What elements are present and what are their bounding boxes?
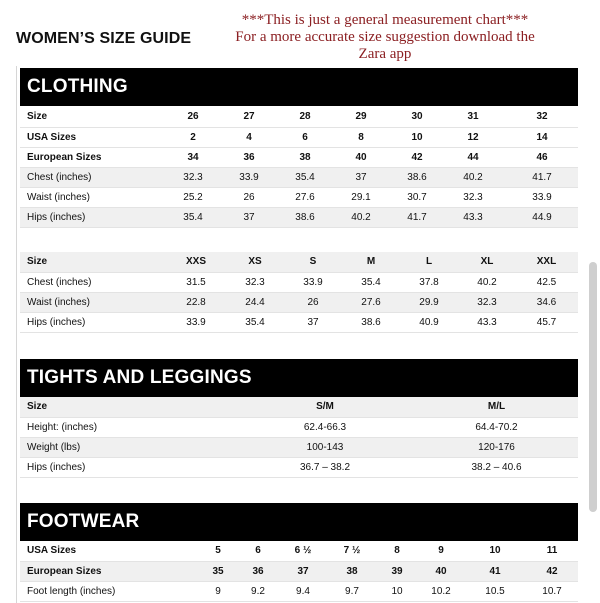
table-row: [20, 312, 578, 332]
table-cell: 38.2 – 40.6: [415, 457, 578, 477]
table-cell: 5: [198, 541, 238, 561]
footwear-size-table: [20, 541, 578, 602]
table-cell: M: [343, 252, 399, 272]
table-cell: 11: [526, 541, 578, 561]
table-cell: 37.8: [399, 272, 459, 292]
page-border: [16, 66, 17, 603]
table-cell: 4: [216, 127, 282, 147]
table-cell: 9.2: [238, 581, 278, 601]
table-cell: 33.9: [165, 312, 227, 332]
table-row: [20, 397, 578, 417]
row-label: Chest (inches): [20, 272, 165, 292]
table-cell: 38.6: [282, 207, 328, 227]
table-cell: 40.2: [328, 207, 394, 227]
row-label: USA Sizes: [20, 541, 198, 561]
table-cell: 12: [440, 127, 506, 147]
table-cell: 38.6: [343, 312, 399, 332]
table-cell: 40.2: [440, 167, 506, 187]
table-cell: 22.8: [165, 292, 227, 312]
table-cell: 6 ½: [278, 541, 328, 561]
table-row: [20, 147, 578, 167]
table-cell: 36: [216, 147, 282, 167]
table-row: [20, 207, 578, 227]
table-cell: 33.9: [216, 167, 282, 187]
table-row: [20, 272, 578, 292]
row-label: Size: [20, 397, 235, 417]
table-cell: 40.9: [399, 312, 459, 332]
row-label: Foot length (inches): [20, 581, 198, 601]
table-cell: 43.3: [440, 207, 506, 227]
table-row: [20, 437, 578, 457]
table-cell: 41: [464, 561, 526, 581]
table-cell: 35.4: [170, 207, 216, 227]
row-label: European Sizes: [20, 561, 198, 581]
table-cell: 32: [506, 107, 578, 127]
table-cell: 32.3: [440, 187, 506, 207]
table-cell: 35.4: [343, 272, 399, 292]
table-cell: 8: [328, 127, 394, 147]
table-cell: XL: [459, 252, 515, 272]
table-cell: 41.7: [394, 207, 440, 227]
clothing-letter-size-table: [20, 252, 578, 333]
table-cell: L: [399, 252, 459, 272]
table-cell: 30: [394, 107, 440, 127]
table-cell: 37: [328, 167, 394, 187]
table-cell: 7 ½: [328, 541, 376, 561]
note-line-1: ***This is just a general measurement chart***: [241, 12, 529, 28]
table-cell: 40: [418, 561, 464, 581]
row-label: Waist (inches): [20, 187, 170, 207]
table-row: [20, 417, 578, 437]
table-cell: 34: [170, 147, 216, 167]
table-cell: 39: [376, 561, 418, 581]
table-cell: 25.2: [170, 187, 216, 207]
table-cell: 10: [376, 581, 418, 601]
table-cell: 100-143: [235, 437, 415, 457]
table-cell: 33.9: [506, 187, 578, 207]
table-cell: 40: [328, 147, 394, 167]
table-cell: 31.5: [165, 272, 227, 292]
table-cell: 24.4: [227, 292, 283, 312]
table-cell: 2: [170, 127, 216, 147]
table-row: [20, 187, 578, 207]
row-label: Chest (inches): [20, 167, 170, 187]
row-label: Waist (inches): [20, 292, 165, 312]
table-cell: 38: [282, 147, 328, 167]
table-cell: 38.6: [394, 167, 440, 187]
table-row: [20, 252, 578, 272]
table-cell: 8: [376, 541, 418, 561]
table-cell: S/M: [235, 397, 415, 417]
note-line-3: Zara app: [358, 46, 412, 62]
table-cell: XS: [227, 252, 283, 272]
table-cell: 35.4: [227, 312, 283, 332]
table-cell: 64.4-70.2: [415, 417, 578, 437]
row-label: Hips (inches): [20, 207, 170, 227]
table-cell: 35.4: [282, 167, 328, 187]
table-cell: 27.6: [282, 187, 328, 207]
table-cell: XXL: [515, 252, 578, 272]
table-cell: 14: [506, 127, 578, 147]
table-cell: 46: [506, 147, 578, 167]
clothing-numeric-size-table: [20, 107, 578, 228]
table-cell: 42: [526, 561, 578, 581]
row-label: European Sizes: [20, 147, 170, 167]
section-header-tights: TIGHTS AND LEGGINGS: [20, 359, 578, 397]
table-cell: 29.1: [328, 187, 394, 207]
table-cell: 35: [198, 561, 238, 581]
table-cell: 10: [394, 127, 440, 147]
table-row: [20, 127, 578, 147]
table-cell: 10.7: [526, 581, 578, 601]
table-cell: 32.3: [227, 272, 283, 292]
table-cell: 26: [216, 187, 282, 207]
section-header-clothing: CLOTHING: [20, 68, 578, 106]
table-cell: 6: [282, 127, 328, 147]
scrollbar[interactable]: [589, 262, 597, 512]
table-cell: 6: [238, 541, 278, 561]
row-label: Size: [20, 107, 170, 127]
table-cell: 41.7: [506, 167, 578, 187]
table-row: [20, 561, 578, 581]
table-cell: 120-176: [415, 437, 578, 457]
table-cell: 31: [440, 107, 506, 127]
row-label: USA Sizes: [20, 127, 170, 147]
table-cell: 43.3: [459, 312, 515, 332]
table-cell: 9.4: [278, 581, 328, 601]
table-cell: 10.2: [418, 581, 464, 601]
table-cell: 37: [283, 312, 343, 332]
measurement-note: [200, 12, 570, 63]
table-row: [20, 292, 578, 312]
table-cell: 30.7: [394, 187, 440, 207]
table-cell: 36.7 – 38.2: [235, 457, 415, 477]
table-cell: 40.2: [459, 272, 515, 292]
table-cell: 34.6: [515, 292, 578, 312]
table-cell: 26: [170, 107, 216, 127]
table-cell: 38: [328, 561, 376, 581]
table-cell: 45.7: [515, 312, 578, 332]
table-row: [20, 457, 578, 477]
table-cell: 28: [282, 107, 328, 127]
table-cell: XXS: [165, 252, 227, 272]
row-label: Hips (inches): [20, 457, 235, 477]
table-row: [20, 167, 578, 187]
table-cell: M/L: [415, 397, 578, 417]
table-cell: 44: [440, 147, 506, 167]
row-label: Height: (inches): [20, 417, 235, 437]
table-cell: 27: [216, 107, 282, 127]
table-cell: 27.6: [343, 292, 399, 312]
table-cell: 9.7: [328, 581, 376, 601]
table-cell: 9: [418, 541, 464, 561]
table-cell: 62.4-66.3: [235, 417, 415, 437]
table-row: [20, 581, 578, 601]
table-cell: S: [283, 252, 343, 272]
table-cell: 32.3: [170, 167, 216, 187]
row-label: Size: [20, 252, 165, 272]
note-line-2: For a more accurate size suggestion download the: [235, 29, 535, 45]
table-row: [20, 107, 578, 127]
section-header-footwear: FOOTWEAR: [20, 503, 578, 541]
table-cell: 29.9: [399, 292, 459, 312]
tights-size-table: [20, 397, 578, 478]
row-label: Hips (inches): [20, 312, 165, 332]
table-cell: 37: [278, 561, 328, 581]
table-cell: 37: [216, 207, 282, 227]
table-cell: 42.5: [515, 272, 578, 292]
table-cell: 42: [394, 147, 440, 167]
table-cell: 10.5: [464, 581, 526, 601]
table-cell: 36: [238, 561, 278, 581]
table-cell: 26: [283, 292, 343, 312]
row-label: Weight (lbs): [20, 437, 235, 457]
table-cell: 33.9: [283, 272, 343, 292]
table-cell: 44.9: [506, 207, 578, 227]
page-title: WOMEN’S SIZE GUIDE: [16, 30, 192, 47]
table-cell: 29: [328, 107, 394, 127]
table-cell: 32.3: [459, 292, 515, 312]
table-cell: 10: [464, 541, 526, 561]
table-row: [20, 541, 578, 561]
table-cell: 9: [198, 581, 238, 601]
